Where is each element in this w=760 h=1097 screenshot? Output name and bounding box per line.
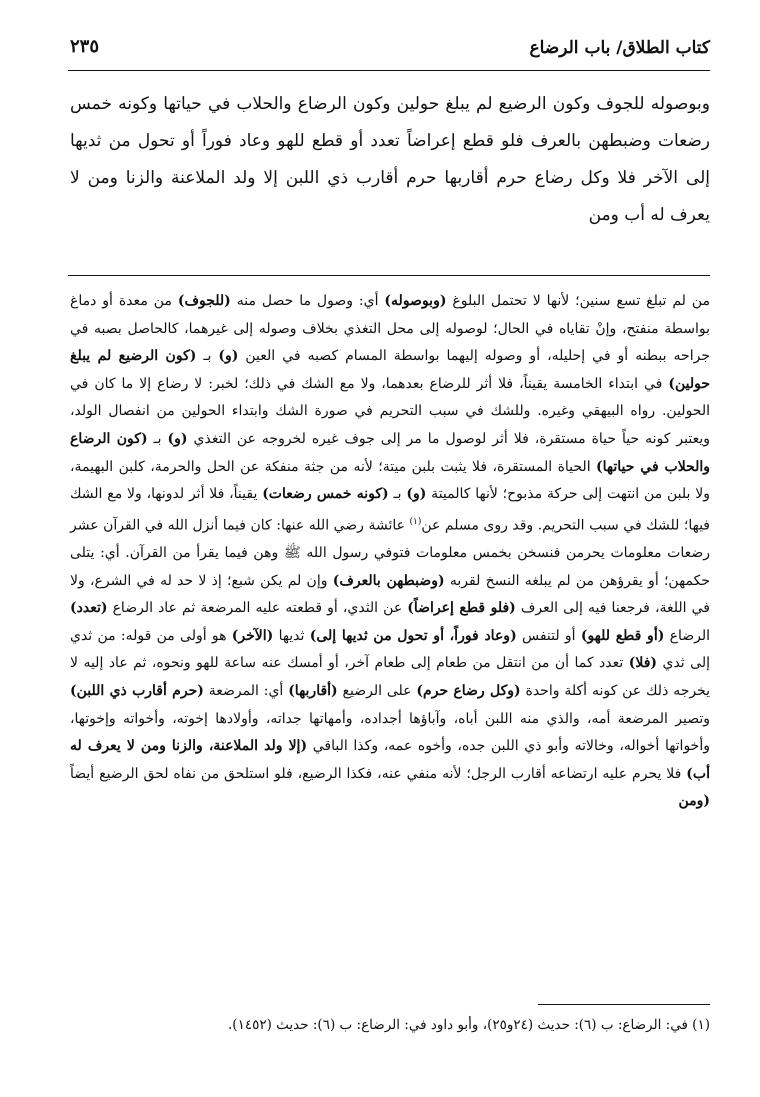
quoted-matn: (وكل رضاع حرم)	[416, 682, 521, 699]
commentary-run: هو أولى من قوله: من ثدي إلى ثدي	[70, 627, 710, 672]
commentary-run: بـ	[147, 430, 168, 447]
running-header	[70, 34, 710, 64]
quoted-matn: (فلو قطع إعراضاً)	[407, 600, 516, 617]
commentary-run: أي: وصول ما حصل منه	[230, 293, 385, 309]
commentary-run: عائشة رضي الله عنها: كان فيما أنزل الله في القرآن عشر رضعات معلومات يحرمن فنسخن بخمس معلومات فتوفي رسول الله ﷺ وهن فيما يقرأ من القرآن. أي: يتلى حكمهن؛ أو يقرؤهن من لم يبلغه النسخ لقربه	[70, 517, 711, 589]
commentary-run: أو لتنفس	[516, 627, 581, 644]
commentary-run: الحياة المستقرة، فلا يثبت بلبن ميتة؛ لأنه من جثة منفكة عن الحل والحرمة، كلبن البهيمة، ولا بلبن من انتهت إلى حركة مذبوح؛ لأنها كالميتة	[70, 458, 710, 503]
commentary-run: ثديها	[273, 627, 310, 644]
text-separator	[68, 275, 710, 276]
page-number: ٢٣٥	[70, 36, 100, 57]
footnote-ref: (١)	[409, 516, 422, 527]
commentary-text	[70, 288, 710, 816]
commentary-run: وتصير المرضعة أمه، والذي منه اللبن أباه، وآباؤها أجداده، وأمهاتها جداته، وأولادها إخوته، وأخواته وإخوتها، وأخواتها أخواله، وخالاته وأبو ذي اللبن جده، وأخوه عمه، وكذا الباقي	[70, 710, 710, 755]
quoted-matn: (كون الرضاع والحلاب في حياتها)	[70, 430, 711, 475]
footnote: (١) في: الرضاع: ب (٦): حديث (٢٤و٢٥)، وأبو داود في: الرضاع: ب (٦): حديث (١٤٥٢).	[228, 1017, 710, 1033]
quoted-matn: (حرم أقارب ذي اللبن)	[70, 682, 204, 699]
quoted-matn: (و)	[406, 486, 427, 503]
quoted-matn: (الآخر)	[231, 627, 274, 644]
quoted-matn: (أقاربها)	[288, 682, 338, 699]
commentary-run: من معدة أو دماغ بواسطة منفتح، وإنْ تقاياه في الحال؛ لوصوله إلى محل التغذي بخلاف وصوله إلى غيرهما، كالحاصل بصبه في جراحه ببطنه أو في إحليله، أو وصوله إليهما بواسطة المسام كصبه في العين	[70, 293, 710, 365]
quoted-matn: (كون الرضيع لم يبلغ حولين)	[70, 348, 710, 392]
commentary-run: فلا يحرم عليه ارتضاعه أقارب الرجل؛ لأنه منفي عنه، فكذا الرضيع، فلو استلحق من نفاه لحق الرضيع أيضاً	[70, 765, 687, 782]
commentary-run: من لم تبلغ تسع سنين؛ لأنها لا تحتمل البلوغ	[446, 293, 710, 309]
commentary-run: بـ	[196, 348, 219, 365]
commentary-run: عن الثدي، أو قطعته عليه المرضعة ثم عاد الرضاع	[107, 600, 408, 617]
quoted-matn: (تعدد)	[70, 600, 108, 617]
quoted-matn: (كونه خمس رضعات)	[262, 486, 389, 503]
commentary-run: أي: المرضعة	[203, 682, 289, 699]
quoted-matn: (ومن	[678, 793, 710, 810]
quoted-matn: (فلا)	[628, 655, 658, 672]
commentary-run: تعدد كما أن من انتقل من طعام إلى طعام آخر، أو أمسك عنه ساعة للهو ونحوه، ثم عاد إليه لا يخرجه ذلك عن كونه أكلة واحدة	[70, 655, 711, 699]
quoted-matn: (وبوصوله)	[384, 293, 447, 309]
quoted-matn: (وعاد فوراً، أو تحول من ثديها إلى)	[309, 627, 517, 644]
quoted-matn: (إلا ولد الملاعنة، والزنا ومن لا يعرف له أب)	[70, 738, 710, 782]
quoted-matn: (وضبطهن بالعرف)	[332, 572, 445, 589]
main-text: وبوصوله للجوف وكون الرضيع لم يبلغ حولين وكون الرضاع والحلاب في حياتها وكونه خمس رضعات وضبطهن بالعرف فلو قطع إعراضاً تعدد أو قطع للهو وعاد فوراً أو تحول من ثديها إلى الآخر فلا وكل رضاع حرم أقاربها حرم أقارب ذي اللبن إلا ولد الملاعنة والزنا ومن لا يعرف له أب ومن	[70, 94, 710, 225]
commentary-run: في ابتداء الخامسة يقيناً، فلا أثر للرضاع بعدهما، ولا مع الشك في ذلك؛ لخبر: لا رضاع إلا ما كان في الحولين. رواه البيهقي وغيره. وللشك في سبب التحريم في صورة الشك وابتداء الحولين من انفصال الولد، ويعتبر كونه حياً حياة مستقرة، فلا أثر لوصول ما مر إلى جوف غيره لخروجه عن التغذي	[70, 375, 710, 447]
quoted-matn: (و)	[218, 348, 239, 365]
commentary-run: وإن لم يكن شبع؛ إذ لا حد له في الشرع، ولا في اللغة، فرجعنا فيه إلى العرف	[70, 572, 711, 617]
commentary-run: الرضاع	[664, 627, 711, 644]
quoted-matn: (للجوف)	[177, 293, 231, 309]
quoted-matn: (أو قطع للهو)	[580, 627, 665, 644]
commentary-run: بـ	[388, 486, 407, 503]
footnote-rule	[538, 1004, 710, 1005]
commentary-run: على الرضيع	[337, 682, 417, 699]
chapter-title: كتاب الطلاق/ باب الرضاع	[529, 38, 710, 58]
header-rule	[68, 70, 710, 71]
commentary-run: يقيناً، فلا أثر لدونها، ولا مع الشك فيها؛ للشك في سبب التحريم. وقد روى مسلم عن	[70, 486, 710, 534]
quoted-matn: (و)	[167, 430, 188, 447]
